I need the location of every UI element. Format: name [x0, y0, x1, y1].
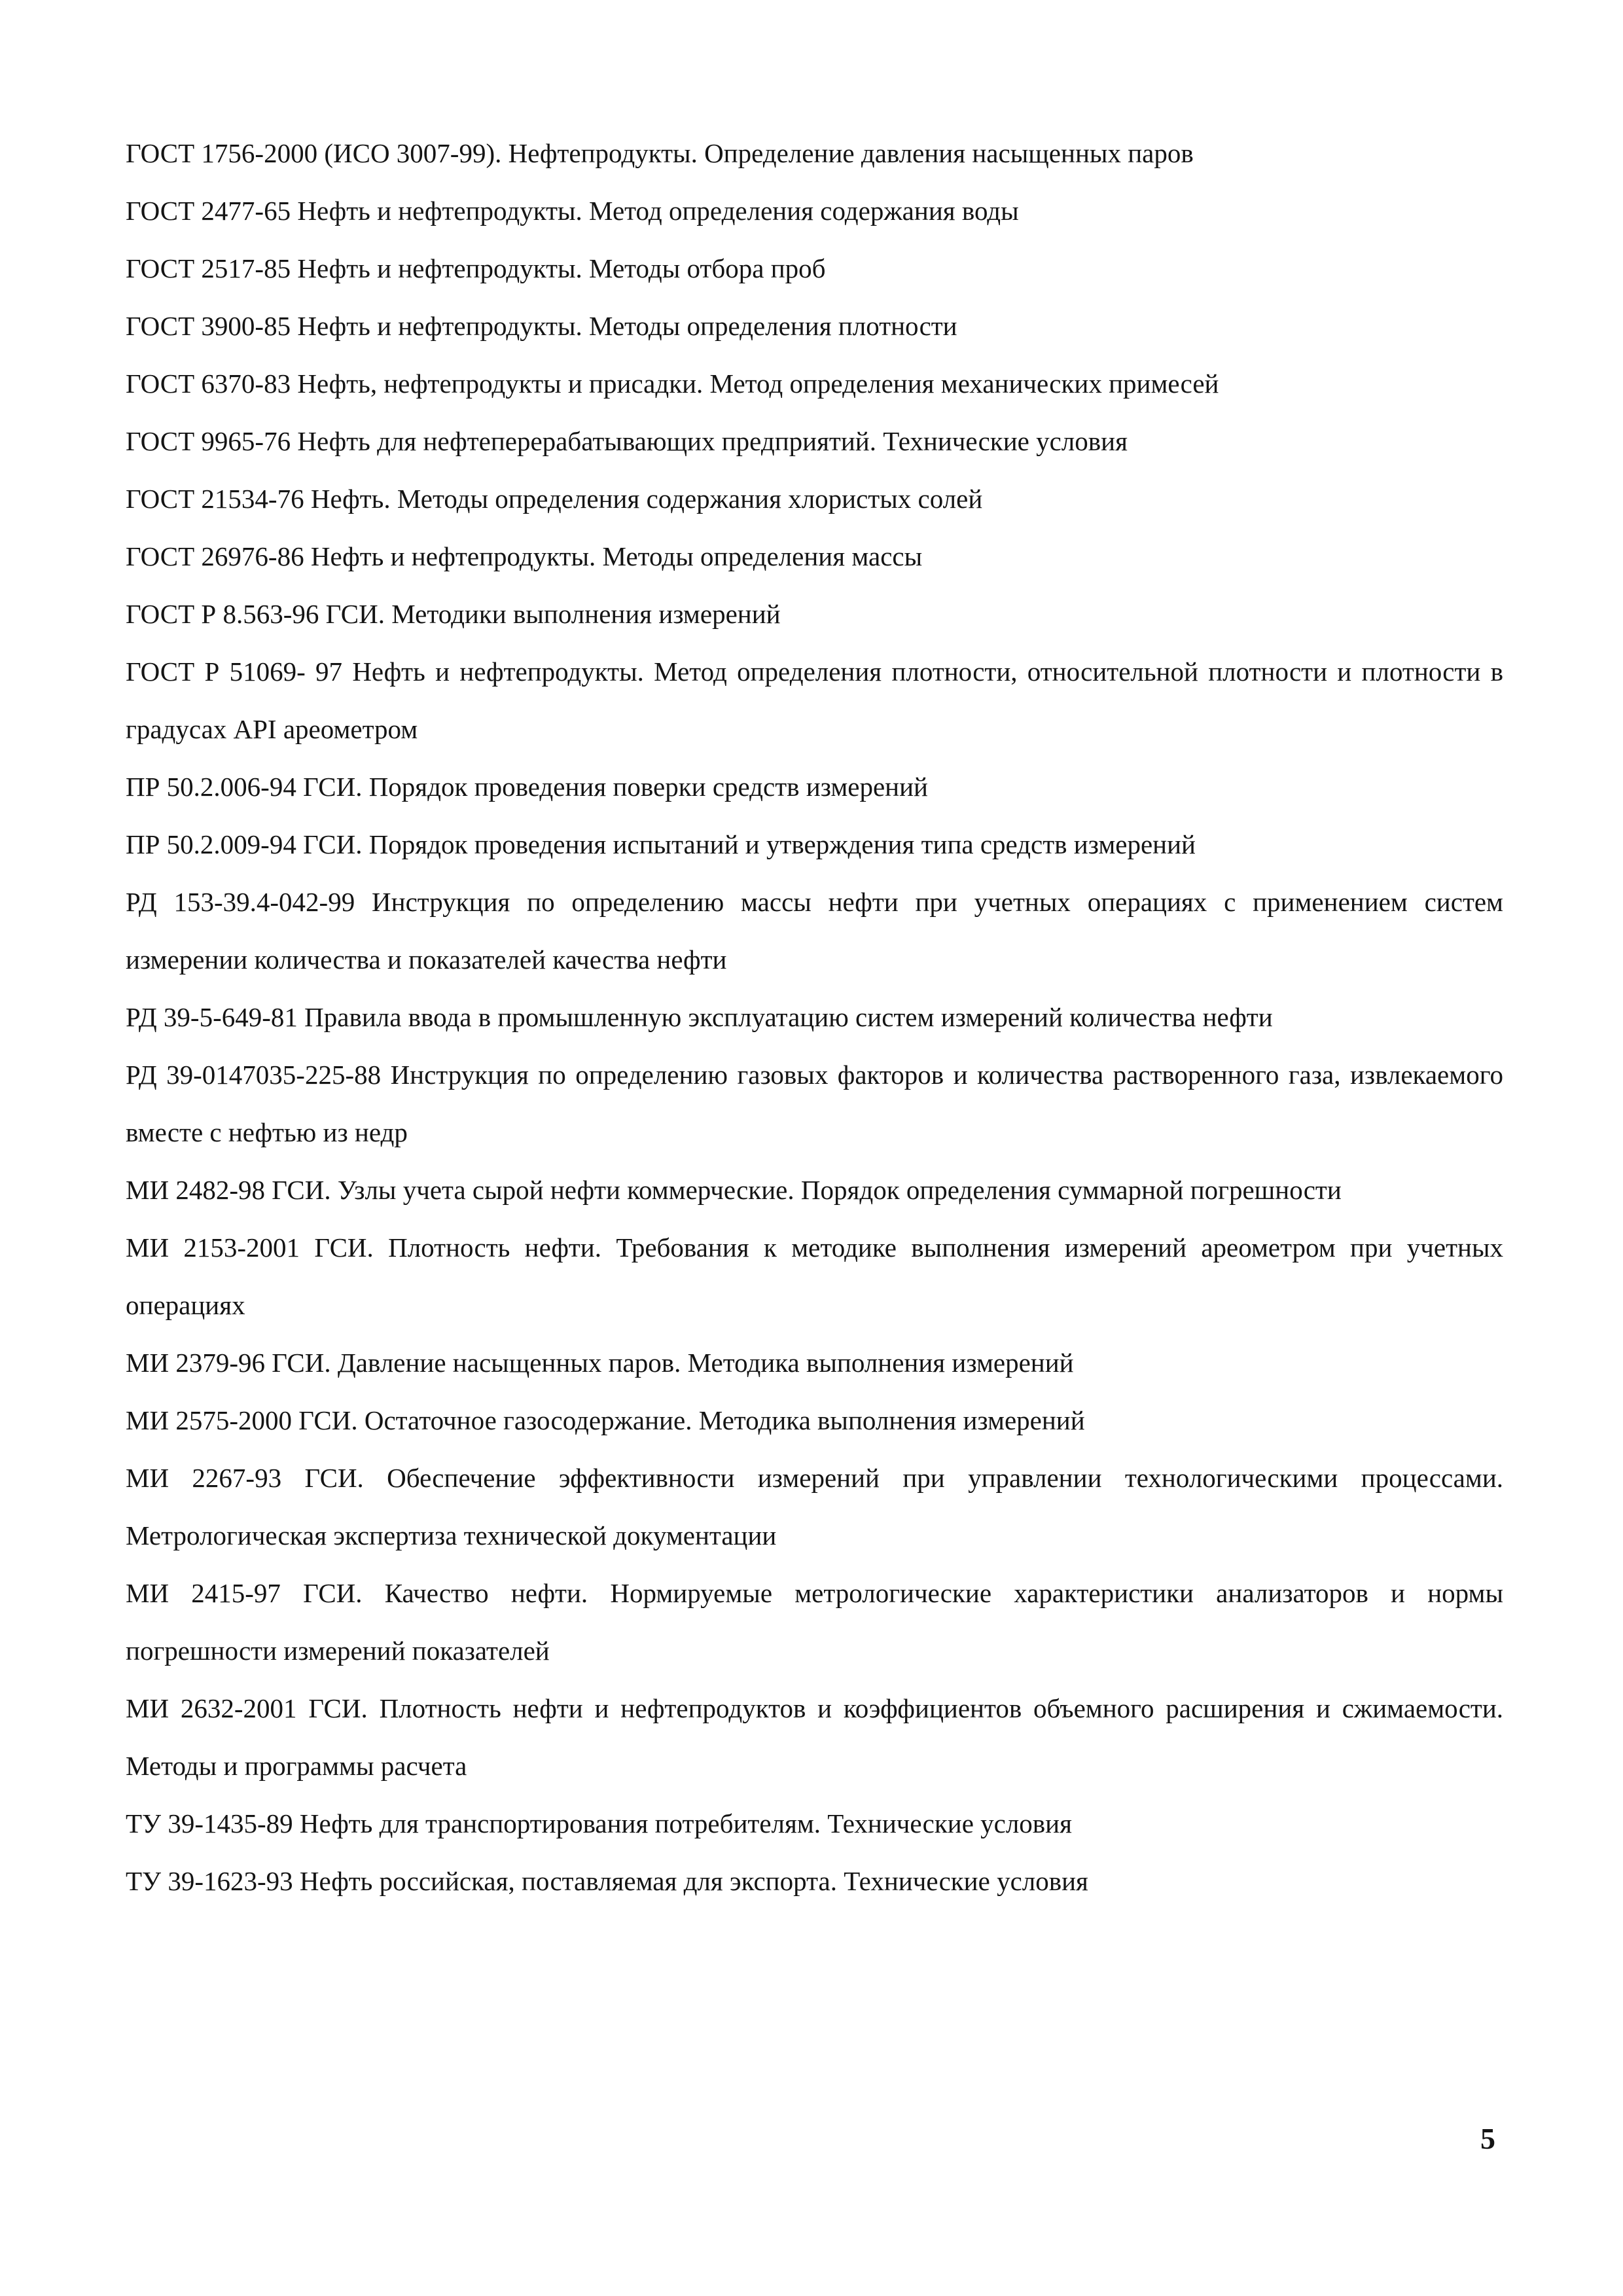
reference-title: ГСИ. Методики выполнения измерений: [325, 599, 781, 629]
reference-title: ГСИ. Обеспечение эффективности измерений при управлении технологическими процессами. Метрологическая экспертиза технической документации: [126, 1463, 1504, 1551]
reference-title: Инструкция по определению газовых факторов и количества растворенного газа, извлекаемого вместе с нефтью из недр: [126, 1060, 1503, 1147]
reference-title: Нефть и нефтепродукты. Метод определения плотности, относительной плотности и плотности в градусах API ареометром: [126, 656, 1503, 744]
reference-title: ГСИ. Качество нефти. Нормируемые метрологические характеристики анализаторов и нормы погрешности измерений показателей: [126, 1578, 1504, 1666]
reference-code: МИ 2575-2000: [126, 1405, 292, 1435]
reference-code: ГОСТ 6370-83: [126, 368, 291, 399]
reference-code: МИ 2415-97: [126, 1578, 281, 1608]
reference-code: ГОСТ 2477-65: [126, 196, 291, 226]
reference-item: [126, 1334, 1503, 1391]
reference-item: [126, 412, 1503, 470]
reference-item: [126, 1219, 1503, 1334]
reference-title: Нефть. Методы определения содержания хлористых солей: [310, 484, 983, 514]
reference-title: Инструкция по определению массы нефти при учетных операциях с применением систем измерении количества и показателей качества нефти: [126, 887, 1503, 975]
reference-item: [126, 643, 1503, 758]
reference-item: [126, 1679, 1503, 1795]
reference-item: [126, 1391, 1503, 1449]
reference-title: Нефть российская, поставляемая для экспорта. Технические условия: [299, 1866, 1088, 1896]
reference-title: Нефть для нефтеперерабатывающих предприятий. Технические условия: [297, 426, 1128, 456]
reference-item: [126, 873, 1503, 988]
reference-title: ГСИ. Давление насыщенных паров. Методика выполнения измерений: [272, 1348, 1074, 1378]
reference-code: РД 39-5-649-81: [126, 1002, 298, 1032]
reference-item: [126, 182, 1503, 240]
reference-item: [126, 1795, 1503, 1852]
reference-item: [126, 1852, 1503, 1910]
reference-item: [126, 528, 1503, 585]
reference-item: [126, 816, 1503, 873]
reference-title: Нефть для транспортирования потребителям. Технические условия: [299, 1808, 1072, 1839]
reference-code: ТУ 39-1623-93: [126, 1866, 293, 1896]
reference-code: ГОСТ 21534-76: [126, 484, 304, 514]
reference-code: ПР 50.2.009-94: [126, 829, 296, 859]
reference-code: ГОСТ Р 8.563-96: [126, 599, 319, 629]
reference-code: ГОСТ 9965-76: [126, 426, 291, 456]
reference-code: ТУ 39-1435-89: [126, 1808, 293, 1839]
reference-item: [126, 1564, 1503, 1679]
reference-item: [126, 1046, 1503, 1161]
reference-code: ГОСТ 26976-86: [126, 541, 304, 571]
reference-title: Правила ввода в промышленную эксплуатацию систем измерений количества нефти: [304, 1002, 1273, 1032]
reference-title: Нефтепродукты. Определение давления насыщенных паров: [508, 138, 1194, 168]
reference-item: [126, 1449, 1503, 1564]
reference-item: [126, 355, 1503, 412]
reference-code: ГОСТ 3900-85: [126, 311, 291, 341]
reference-item: [126, 988, 1503, 1046]
reference-code: РД 39-0147035-225-88: [126, 1060, 382, 1090]
reference-item: [126, 124, 1503, 182]
reference-title: ГСИ. Плотность нефти. Требования к методике выполнения измерений ареометром при учетных операциях: [126, 1232, 1503, 1320]
reference-title: ГСИ. Узлы учета сырой нефти коммерческие. Порядок определения суммарной погрешности: [272, 1175, 1342, 1205]
normative-references-list: [126, 124, 1503, 1910]
reference-title: ГСИ. Порядок проведения испытаний и утверждения типа средств измерений: [303, 829, 1196, 859]
reference-code: МИ 2482-98: [126, 1175, 265, 1205]
reference-code: МИ 2267-93: [126, 1463, 282, 1493]
reference-item: [126, 240, 1503, 297]
reference-code: МИ 2153-2001: [126, 1232, 300, 1263]
reference-title: ГСИ. Остаточное газосодержание. Методика выполнения измерений: [298, 1405, 1085, 1435]
reference-code: ПР 50.2.006-94: [126, 772, 296, 802]
reference-code: МИ 2632-2001: [126, 1693, 297, 1723]
reference-code: РД 153-39.4-042-99: [126, 887, 355, 917]
reference-code: ГОСТ 2517-85: [126, 253, 291, 283]
page-number: 5: [1480, 2122, 1495, 2155]
reference-item: [126, 585, 1503, 643]
reference-title: Нефть и нефтепродукты. Методы определения массы: [310, 541, 923, 571]
reference-title: ГСИ. Плотность нефти и нефтепродуктов и коэффициентов объемного расширения и сжимаемости. Методы и программы расчета: [126, 1693, 1504, 1781]
reference-item: [126, 297, 1503, 355]
reference-item: [126, 470, 1503, 528]
reference-code: МИ 2379-96: [126, 1348, 265, 1378]
reference-title: ГСИ. Порядок проведения поверки средств измерений: [303, 772, 928, 802]
reference-title: Нефть, нефтепродукты и присадки. Метод определения механических примесей: [297, 368, 1219, 399]
reference-item: [126, 758, 1503, 816]
reference-title: Нефть и нефтепродукты. Методы определения плотности: [297, 311, 957, 341]
reference-code: ГОСТ Р 51069- 97: [126, 656, 343, 687]
reference-code: ГОСТ 1756-2000 (ИСО 3007-99).: [126, 138, 502, 168]
reference-item: [126, 1161, 1503, 1219]
reference-title: Нефть и нефтепродукты. Метод определения содержания воды: [297, 196, 1019, 226]
reference-title: Нефть и нефтепродукты. Методы отбора проб: [297, 253, 826, 283]
